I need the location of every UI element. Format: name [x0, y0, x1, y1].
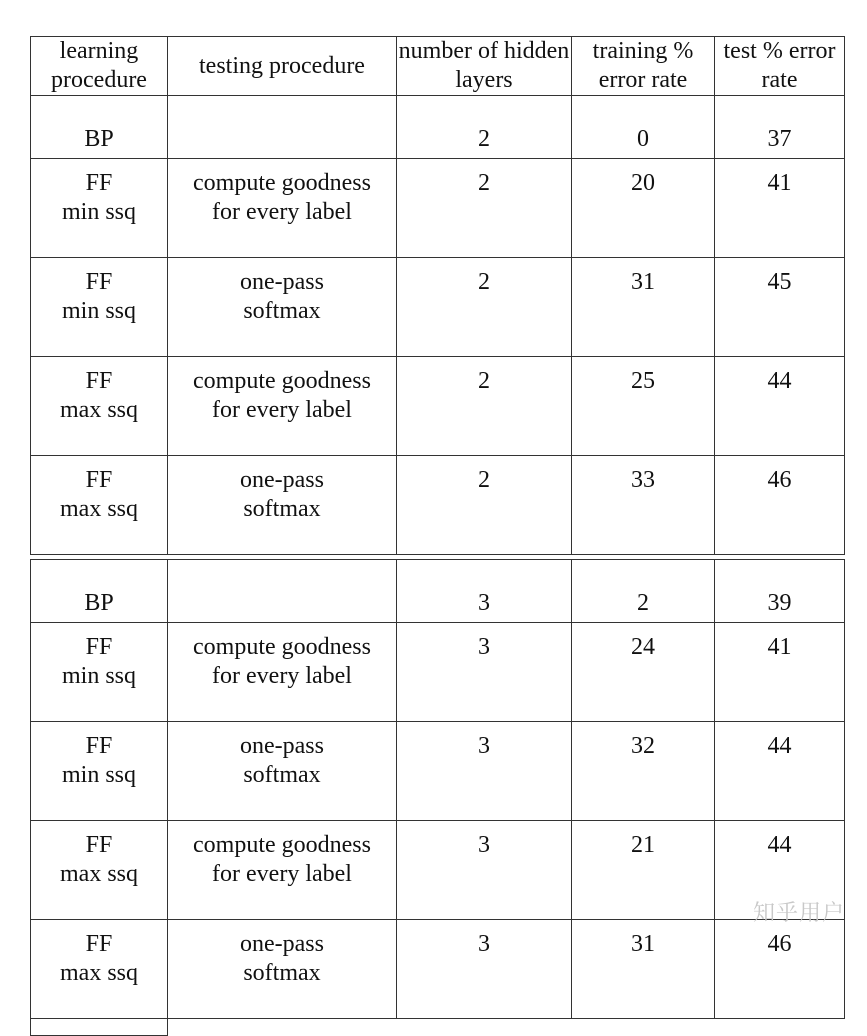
- training-error-cell: 31: [572, 920, 715, 1019]
- table-row: [31, 821, 845, 920]
- learning-procedure-cell-line: min ssq: [61, 762, 136, 788]
- hidden-layers-cell: 3: [397, 920, 572, 1019]
- watermark: 知乎用户: [752, 901, 845, 926]
- results-table: [30, 36, 845, 1036]
- testing-procedure-cell-line: for every label: [212, 397, 352, 423]
- testing-procedure-cell-line: one-pass: [240, 931, 324, 957]
- learning-procedure-cell-line: min ssq: [61, 298, 136, 324]
- learning-procedure-cell-line: FF: [85, 832, 113, 858]
- hidden-layers-cell: 2: [397, 96, 572, 159]
- learning-procedure-cell: [31, 96, 168, 159]
- table-row: [31, 920, 845, 1019]
- learning-procedure-cell: [31, 920, 168, 1019]
- testing-procedure-cell: [168, 560, 397, 623]
- training-error-cell: 24: [572, 623, 715, 722]
- hidden-layers-cell: 3: [397, 722, 572, 821]
- test-error-cell: 44: [715, 722, 845, 821]
- header-learning-procedure: learning procedure: [31, 37, 168, 96]
- learning-procedure-cell-line: min ssq: [61, 199, 136, 225]
- training-error-cell: 33: [572, 456, 715, 555]
- training-error-cell: 31: [572, 258, 715, 357]
- testing-procedure-cell-line: for every label: [212, 861, 352, 887]
- testing-procedure-cell: [168, 920, 397, 1019]
- testing-procedure-cell-line: compute goodness: [193, 634, 371, 660]
- learning-procedure-cell-line: max ssq: [60, 397, 138, 423]
- testing-procedure-cell: [168, 159, 397, 258]
- learning-procedure-cell-line: FF: [85, 170, 113, 196]
- table-row: [31, 159, 845, 258]
- learning-procedure-cell-line: FF: [85, 931, 113, 957]
- testing-procedure-cell-line: for every label: [212, 663, 352, 689]
- table-row: [31, 357, 845, 456]
- hidden-layers-cell: 3: [397, 821, 572, 920]
- testing-procedure-cell-line: compute goodness: [193, 832, 371, 858]
- testing-procedure-cell: [168, 357, 397, 456]
- learning-procedure-cell-line: FF: [85, 733, 113, 759]
- testing-procedure-cell-line: softmax: [243, 960, 321, 986]
- table-row: [31, 560, 845, 623]
- test-error-cell: 44: [715, 821, 845, 920]
- training-error-cell: 0: [572, 96, 715, 159]
- hidden-layers-cell: 3: [397, 560, 572, 623]
- learning-procedure-cell-line: BP: [84, 590, 114, 616]
- training-error-cell: 21: [572, 821, 715, 920]
- learning-procedure-cell: [31, 456, 168, 555]
- testing-procedure-cell-line: softmax: [243, 298, 321, 324]
- hidden-layers-cell: 2: [397, 159, 572, 258]
- learning-procedure-cell-line: BP: [84, 126, 114, 152]
- learning-procedure-cell-line: FF: [85, 269, 113, 295]
- hidden-layers-cell: 3: [397, 623, 572, 722]
- header-training-error: training % error rate: [572, 37, 715, 96]
- test-error-cell: 41: [715, 623, 845, 722]
- training-error-cell: 32: [572, 722, 715, 821]
- testing-procedure-cell: [168, 821, 397, 920]
- table-body: [31, 96, 845, 1036]
- table-row: [31, 96, 845, 159]
- table-row: [31, 456, 845, 555]
- testing-procedure-cell-line: for every label: [212, 199, 352, 225]
- learning-procedure-cell-line: max ssq: [60, 496, 138, 522]
- training-error-cell: 20: [572, 159, 715, 258]
- learning-procedure-cell-line: FF: [85, 368, 113, 394]
- partial-row: [31, 1019, 845, 1036]
- test-error-cell: 44: [715, 357, 845, 456]
- hidden-layers-cell: 2: [397, 456, 572, 555]
- test-error-cell: 39: [715, 560, 845, 623]
- testing-procedure-cell: [168, 456, 397, 555]
- learning-procedure-cell: [31, 821, 168, 920]
- learning-procedure-cell: [31, 159, 168, 258]
- header-testing-procedure: testing procedure: [168, 37, 397, 96]
- table-row: [31, 258, 845, 357]
- learning-procedure-cell: [31, 722, 168, 821]
- learning-procedure-cell-line: max ssq: [60, 861, 138, 887]
- testing-procedure-cell-line: compute goodness: [193, 170, 371, 196]
- learning-procedure-cell-line: min ssq: [61, 663, 136, 689]
- partial-cell: [31, 1019, 168, 1036]
- testing-procedure-cell: [168, 258, 397, 357]
- testing-procedure-cell-line: softmax: [243, 762, 321, 788]
- learning-procedure-cell: [31, 623, 168, 722]
- training-error-cell: 2: [572, 560, 715, 623]
- testing-procedure-cell: [168, 722, 397, 821]
- header-test-error: test % error rate: [715, 37, 845, 96]
- learning-procedure-cell: [31, 560, 168, 623]
- testing-procedure-cell: [168, 623, 397, 722]
- training-error-cell: 25: [572, 357, 715, 456]
- testing-procedure-cell-line: softmax: [243, 496, 321, 522]
- hidden-layers-cell: 2: [397, 357, 572, 456]
- learning-procedure-cell: [31, 357, 168, 456]
- header-row: [31, 37, 845, 96]
- learning-procedure-cell-line: max ssq: [60, 960, 138, 986]
- test-error-cell: 46: [715, 456, 845, 555]
- testing-procedure-cell-line: one-pass: [240, 733, 324, 759]
- learning-procedure-cell-line: FF: [85, 634, 113, 660]
- learning-procedure-cell: [31, 258, 168, 357]
- testing-procedure-cell: [168, 96, 397, 159]
- testing-procedure-cell-line: compute goodness: [193, 368, 371, 394]
- hidden-layers-cell: 2: [397, 258, 572, 357]
- table-row: [31, 623, 845, 722]
- test-error-cell: 46: [715, 920, 845, 1019]
- learning-procedure-cell-line: FF: [85, 467, 113, 493]
- partial-blank: [168, 1019, 845, 1036]
- header-hidden-layers: number of hidden layers: [397, 37, 572, 96]
- test-error-cell: 41: [715, 159, 845, 258]
- test-error-cell: 37: [715, 96, 845, 159]
- test-error-cell: 45: [715, 258, 845, 357]
- table-row: [31, 722, 845, 821]
- testing-procedure-cell-line: one-pass: [240, 467, 324, 493]
- testing-procedure-cell-line: one-pass: [240, 269, 324, 295]
